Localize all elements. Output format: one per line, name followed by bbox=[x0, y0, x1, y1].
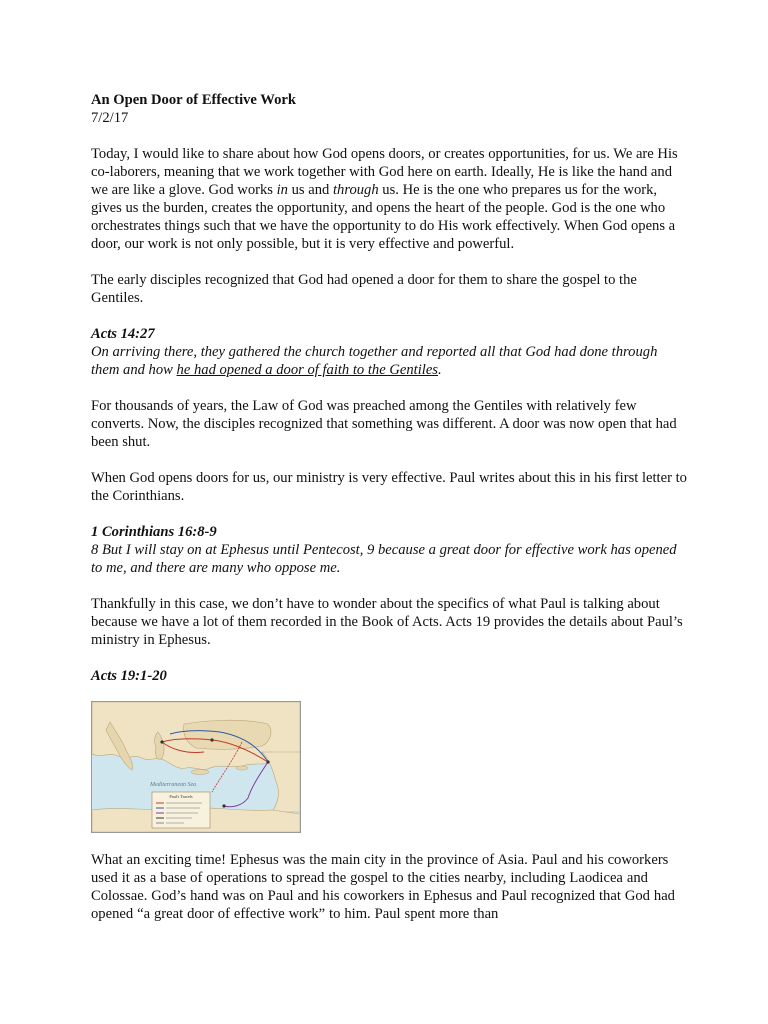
paragraph-law-of-god: For thousands of years, the Law of God was preached among the Gentiles with relatively few converts. Now, the disciples recognized that something was different. A door was now open that had been shut. bbox=[91, 398, 677, 450]
verse-acts-14-a: On arriving there, they gathered the church together and reported all that God had done through them and how bbox=[91, 344, 658, 378]
verse-acts-14-b: . bbox=[437, 362, 442, 378]
scripture-reference-acts-14: Acts 14:27 bbox=[91, 326, 155, 342]
scripture-reference-1-corinthians: 1 Corinthians 16:8-9 bbox=[91, 524, 217, 540]
map-sea-label: Mediterranean Sea bbox=[150, 782, 197, 788]
document-date: 7/2/17 bbox=[91, 110, 129, 126]
scripture-verse-1-corinthians: 8 But I will stay on at Ephesus until Pentecost, 9 because a great door for effective work has opened to me, and there are many who oppose me. bbox=[91, 542, 677, 576]
paragraph-book-of-acts: Thankfully in this case, we don’t have to wonder about the specifics of what Paul is talking about because we have a lot of them recorded in the Book of Acts. Acts 19 provides the details about Paul’s ministry in Ephesus. bbox=[91, 596, 683, 648]
scripture-reference-acts-19: Acts 19:1-20 bbox=[91, 668, 167, 684]
emphasis-in: in bbox=[276, 182, 288, 198]
document-title: An Open Door of Effective Work bbox=[91, 92, 296, 108]
paragraph-intro-b: us and bbox=[287, 182, 333, 198]
map-illustration bbox=[92, 702, 300, 832]
verse-acts-14-underlined: he had opened a door of faith to the Gentiles bbox=[176, 362, 438, 378]
scripture-verse-acts-14 bbox=[91, 343, 689, 379]
paragraph-intro-a: Today, I would like to share about how God opens doors, or creates opportunities, for us. We are His co-laborers, meaning that we work together with God here on earth. Ideally, He is like the hand and we are like a glove. God works bbox=[91, 146, 678, 198]
map-legend-title: Paul's Travels bbox=[169, 794, 193, 799]
document-body bbox=[91, 91, 689, 923]
paragraph-intro-c: us. He is the one who prepares us for the work, gives us the burden, creates the opportunity, and opens the heart of the people. God is the one who orchestrates things such that we have the opportunity to do His work effectively. When God opens a door, our work is not only possible, but it is very effective and powerful. bbox=[91, 182, 676, 252]
paragraph-ephesus: What an exciting time! Ephesus was the main city in the province of Asia. Paul and his coworkers used it as a base of operations to spread the gospel to the cities nearby, including Laodicea and Colossae. God’s hand was on Paul and his coworkers in Ephesus and Paul recognized that God had opened “a great door of effective work” to him. Paul spent more than bbox=[91, 852, 675, 922]
pauls-travels-map-image bbox=[91, 701, 301, 833]
paragraph-early-disciples: The early disciples recognized that God had opened a door for them to share the gospel to the Gentiles. bbox=[91, 272, 637, 306]
paragraph-open-doors: When God opens doors for us, our ministry is very effective. Paul writes about this in his first letter to the Corinthians. bbox=[91, 470, 687, 504]
paragraph-intro bbox=[91, 145, 689, 253]
emphasis-through: through bbox=[332, 182, 379, 198]
